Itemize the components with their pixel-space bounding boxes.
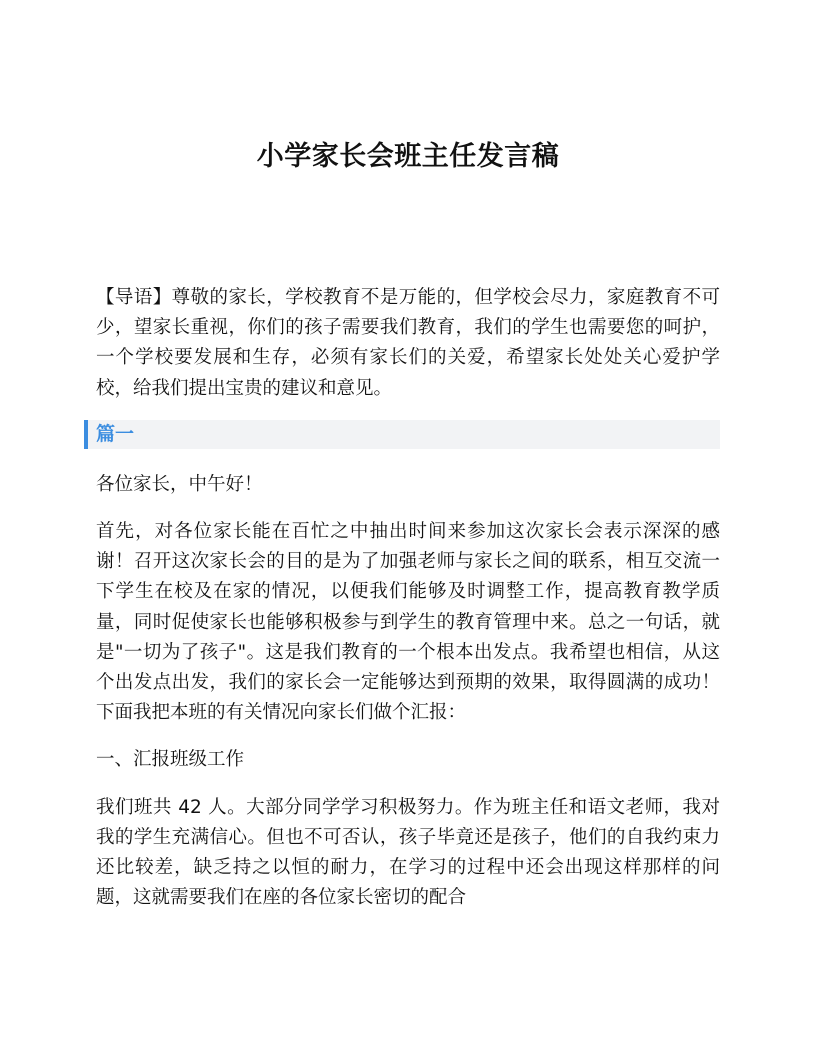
body-paragraph-2: 我们班共 42 人。大部分同学学习积极努力。作为班主任和语文老师，我对我的学生充满信心。但也不可否认，孩子毕竟还是孩子，他们的自我约束力还比较差，缺乏持之以恒的耐力，在学习的过程中还会出现这样那样的问题，这就需要我们在座的各位家长密切的配合	[96, 796, 720, 909]
page-title: 小学家长会班主任发言稿	[256, 141, 560, 173]
subheading-report-class-work: 一、汇报班级工作	[96, 749, 245, 771]
greeting-paragraph: 各位家长，中午好！	[96, 473, 263, 495]
section-heading-label: 篇一	[96, 422, 135, 445]
section-heading	[84, 420, 720, 449]
intro-paragraph: 【导语】尊敬的家长，学校教育不是万能的，但学校会尽力，家庭教育不可少，望家长重视，你们的孩子需要我们教育，我们的学生也需要您的呵护，一个学校要发展和生存，必须有家长们的关爱，希望家长处处关心爱护学校，给我们提出宝贵的建议和意见。	[96, 287, 720, 399]
document-body	[96, 283, 720, 930]
body-paragraph-1: 首先，对各位家长能在百忙之中抽出时间来参加这次家长会表示深深的感谢！召开这次家长会的目的是为了加强老师与家长之间的联系，相互交流一下学生在校及在家的情况，以便我们能够及时调整工作，提高教育教学质量，同时促使家长也能够积极参与到学生的教育管理中来。总之一句话，就是"一切为了孩子"。这是我们教育的一个根本出发点。我希望也相信，从这个出发点出发，我们的家长会一定能够达到预期的效果，取得圆满的成功！下面我把本班的有关情况向家长们做个汇报：	[96, 521, 720, 724]
